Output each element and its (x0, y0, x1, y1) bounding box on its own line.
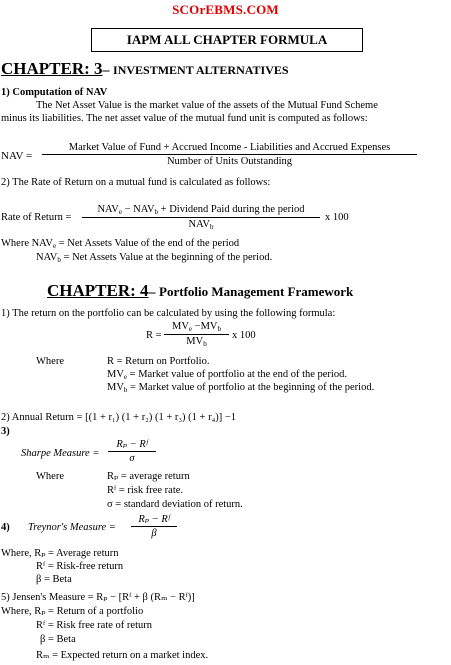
sharpe-numerator: Rₚ − Rᶠ (108, 438, 156, 452)
portfolio-return-numerator: $MV_e -MV_b$ (164, 321, 229, 335)
portfolio-def-mve: $MV_e$ = Market value of portfolio at the end of the period. (107, 369, 347, 381)
chapter-3-heading: CHAPTER: 3– INVESTMENT ALTERNATIVES (1, 59, 289, 78)
annual-return-formula: 2) Annual Return = [(1 + r₁) (1 + r₂) (1 + r₃) (1 + r₄)] −1 (1, 412, 237, 423)
portfolio-return-lhs: R = (146, 330, 162, 341)
nav-denominator: Number of Units Outstanding (166, 156, 293, 167)
portfolio-return-multiplier: x 100 (232, 330, 256, 341)
nave-definition: Where $NAV_e$ = Net Assets Value of the end of the period (1, 238, 240, 250)
sharpe-fraction (108, 438, 156, 464)
sharpe-denominator: σ (129, 453, 135, 464)
chapter-4-title: Portfolio Management Framework (159, 284, 354, 299)
ror-numerator: $NAV_e - NAV_b$ + Dividend Paid during the period (82, 204, 320, 218)
portfolio-return-denominator: $MV_b$ (186, 336, 207, 348)
portfolio-where-label: Where (36, 356, 64, 367)
site-name: SCOrEBMS.COM (172, 2, 279, 17)
chapter-3-title: INVESTMENT ALTERNATIVES (113, 63, 289, 77)
treynor-def-beta: β = Beta (36, 574, 72, 585)
treynor-lhs: Treynor's Measure = (28, 522, 116, 533)
ror-intro: 2) The Rate of Return on a mutual fund is calculated as follows: (1, 177, 271, 188)
sharpe-def-rp: Rₚ = average return (107, 471, 190, 482)
nav-numerator: Market Value of Fund + Accrued Income - Liabilities and Accrued Expenses (42, 142, 417, 155)
ror-formula-lhs: Rate of Return = (1, 212, 72, 223)
jensen-def-beta: β = Beta (40, 634, 76, 645)
sharpe-def-rf: Rᶠ = risk free rate. (107, 485, 184, 496)
nav-heading: 1) Computation of NAV (1, 87, 108, 98)
ror-denominator: $NAV_b$ (188, 219, 214, 231)
page-title: IAPM ALL CHAPTER FORMULA (91, 28, 363, 52)
chapter-4-number: CHAPTER: 4 (47, 281, 149, 300)
nav-paragraph-line-2: minus its liabilities. The net asset value of the mutual fund unit is computed as follows: (1, 113, 368, 124)
jensen-def-rp: Where, Rₚ = Return of a portfolio (1, 606, 144, 617)
jensen-formula: 5) Jensen's Measure = Rₚ − [Rᶠ + β (Rₘ − Rᶠ)] (1, 592, 195, 603)
treynor-denominator: β (151, 528, 157, 539)
nav-formula-fraction (42, 142, 417, 167)
portfolio-return-intro: 1) The return on the portfolio can be calculated by using the following formula: (1, 308, 336, 319)
chapter-4-heading: CHAPTER: 4– Portfolio Management Framework (47, 281, 354, 300)
treynor-def-rf: Rᶠ = Risk-free return (36, 561, 124, 572)
portfolio-def-r: R = Return on Portfolio. (107, 356, 210, 367)
nav-formula-lhs: NAV = (1, 150, 33, 162)
ror-formula-fraction (82, 204, 320, 231)
jensen-def-rm: Rₘ = Expected return on a market index. (36, 650, 209, 661)
item-3-label: 3) (1, 426, 10, 437)
item-4-label: 4) (1, 522, 10, 533)
navb-definition: $NAV_b$ = Net Assets Value at the beginning of the period. (36, 252, 273, 264)
chapter-3-number: CHAPTER: 3 (1, 59, 103, 78)
sharpe-lhs: Sharpe Measure = (21, 448, 100, 459)
treynor-def-rp: Where, Rₚ = Average return (1, 548, 119, 559)
ror-multiplier: x 100 (325, 212, 349, 223)
portfolio-return-fraction (164, 321, 229, 348)
sharpe-def-sigma: σ = standard deviation of return. (107, 499, 243, 510)
jensen-def-rf: Rᶠ = Risk free rate of return (36, 620, 152, 631)
treynor-fraction (131, 513, 177, 539)
treynor-numerator: Rₚ − Rᶠ (131, 513, 177, 527)
portfolio-def-mvb: $MV_b$ = Market value of portfolio at the beginning of the period. (107, 382, 375, 394)
sharpe-where-label: Where (36, 471, 64, 482)
nav-paragraph-line-1: The Net Asset Value is the market value of the assets of the Mutual Fund Scheme (36, 100, 378, 111)
